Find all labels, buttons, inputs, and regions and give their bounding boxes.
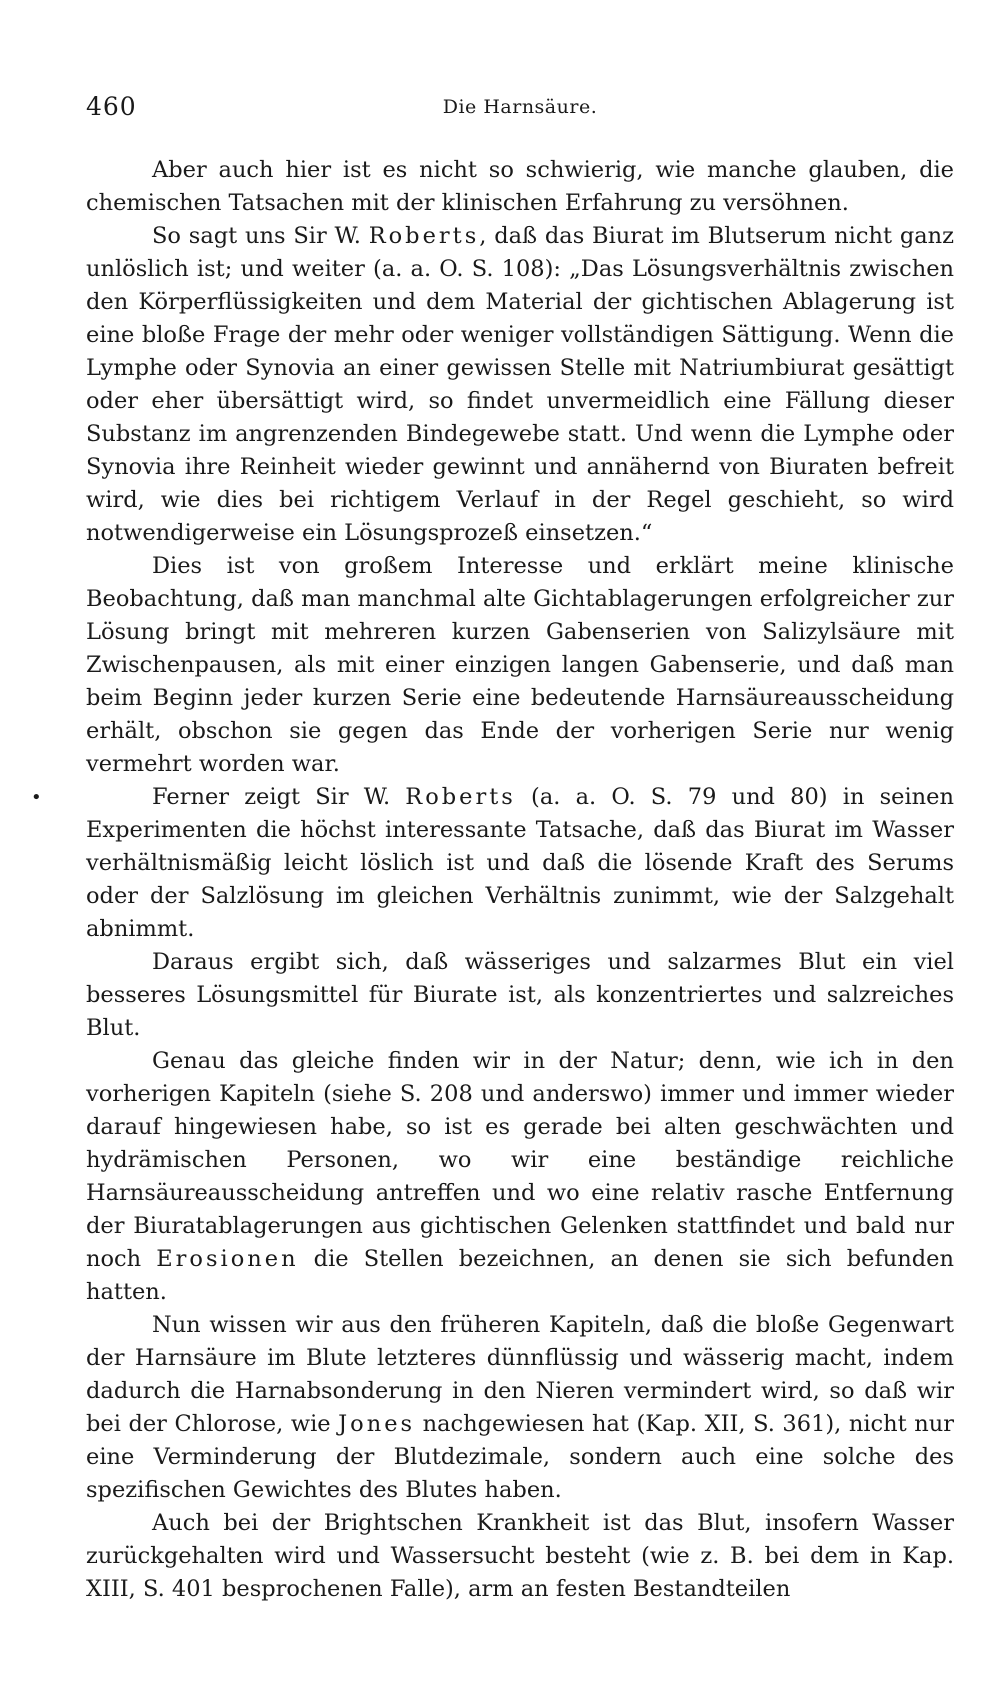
paragraph-7-part-a: Nun wissen wir aus den früheren Kapiteln, daß die bloße Gegenwart der Harnsäure im Blute letzteres dünnflüssig und wässerig macht, indem dadurch die Harnabsonderung in den Nieren vermindert wird, so daß wir bei der Chlorose, wie	[86, 1312, 954, 1437]
paragraph-1: Aber auch hier ist es nicht so schwierig, wie manche glauben, die chemischen Tatsachen mit der klinischen Erfahrung zu versöhnen.	[86, 157, 954, 216]
paragraph-3: Dies ist von großem Interesse und erklärt meine klinische Beobachtung, daß man manchmal alte Gichtablagerungen erfolgreicher zur Lösung bringt mit mehreren kurzen Gabenserien von Salizylsäure mit Zwischenpausen, als mit einer einzigen langen Gabenserie, und daß man beim Beginn jeder kurzen Serie eine bedeutende Harnsäureausscheidung erhält, obschon sie gegen das Ende der vorherigen Serie nur wenig vermehrt worden war.	[86, 553, 954, 777]
paragraph-7	[86, 1309, 954, 1507]
term-erosionen: Erosionen	[156, 1246, 299, 1272]
running-title: Die Harnsäure.	[442, 96, 598, 118]
paragraph-6-part-a: Genau das gleiche finden wir in der Natur; denn, wie ich in den vorherigen Kapiteln (siehe S. 208 und anderswo) immer und immer wieder darauf hingewiesen habe, so ist es gerade bei alten geschwächten und hydrämischen Personen, wo wir eine beständige reichliche Harnsäureausscheidung antreffen und wo eine relativ rasche Entfernung der Biuratablagerungen aus gichtischen Gelenken stattfindet und bald nur noch	[86, 1048, 954, 1272]
paragraph-2-part-b: , daß das Biurat im Blutserum nicht ganz unlöslich ist; und weiter (a. a. O. S. 108): „Das Lösungsverhältnis zwischen den Körperflüssigkeiten und dem Material der gichtischen Ablagerung ist eine bloße Frage der mehr oder weniger vollständigen Sättigung. Wenn die Lymphe oder Synovia an einer gewissen Stelle mit Natriumbiurat gesättigt oder eher übersättigt wird, so findet unvermeidlich eine Fällung dieser Substanz im angrenzenden Bindegewebe statt. Und wenn die Lymphe oder Synovia ihre Reinheit wieder gewinnt und annähernd von Biuraten befreit wird, wie dies bei richtigem Verlauf in der Regel geschieht, so wird notwendigerweise ein Lösungsprozeß einsetzen.“	[86, 223, 954, 546]
paragraph-6	[86, 1045, 954, 1309]
author-name-roberts-2: Roberts	[405, 784, 516, 810]
paragraph-8: Auch bei der Brightschen Krankheit ist das Blut, insofern Wasser zurückgehalten wird und Wassersucht besteht (wie z. B. bei dem in Kap. XIII, S. 401 besprochenen Falle), arm an festen Bestandteilen	[86, 1510, 954, 1602]
paragraph-2	[86, 220, 954, 550]
author-name-roberts: Roberts	[368, 223, 480, 249]
margin-mark: •	[31, 787, 42, 808]
paragraph-2-part-a: So sagt uns Sir W.	[152, 223, 369, 249]
paragraph-4-part-a: Ferner zeigt Sir W.	[152, 784, 406, 810]
author-name-jones: Jones	[338, 1411, 416, 1437]
body-text	[31, 154, 954, 1606]
paragraph-7-part-b: nachgewiesen hat (Kap. XII, S. 361), nicht nur eine Verminderung der Blutdezimale, sondern auch eine solche des spezifischen Gewichtes des Blutes haben.	[86, 1411, 954, 1503]
page-number: 460	[86, 92, 137, 121]
paragraph-4-wrap	[31, 781, 954, 946]
paragraph-4	[86, 781, 954, 946]
paragraph-5: Daraus ergibt sich, daß wässeriges und salzarmes Blut ein viel besseres Lösungsmittel für Biurate ist, als konzentriertes und salzreiches Blut.	[86, 949, 954, 1041]
book-page	[31, 92, 954, 1606]
paragraph-4-part-b: (a. a. O. S. 79 und 80) in seinen Experimenten die höchst interessante Tatsache, daß das Biurat im Wasser verhältnismäßig leicht löslich ist und daß die lösende Kraft des Serums oder der Salzlösung im gleichen Verhältnis zunimmt, wie der Salzgehalt abnimmt.	[86, 784, 954, 942]
paragraph-6-part-b: die Stellen bezeichnen, an denen sie sich befunden hatten.	[86, 1246, 954, 1305]
page-header	[86, 92, 954, 132]
